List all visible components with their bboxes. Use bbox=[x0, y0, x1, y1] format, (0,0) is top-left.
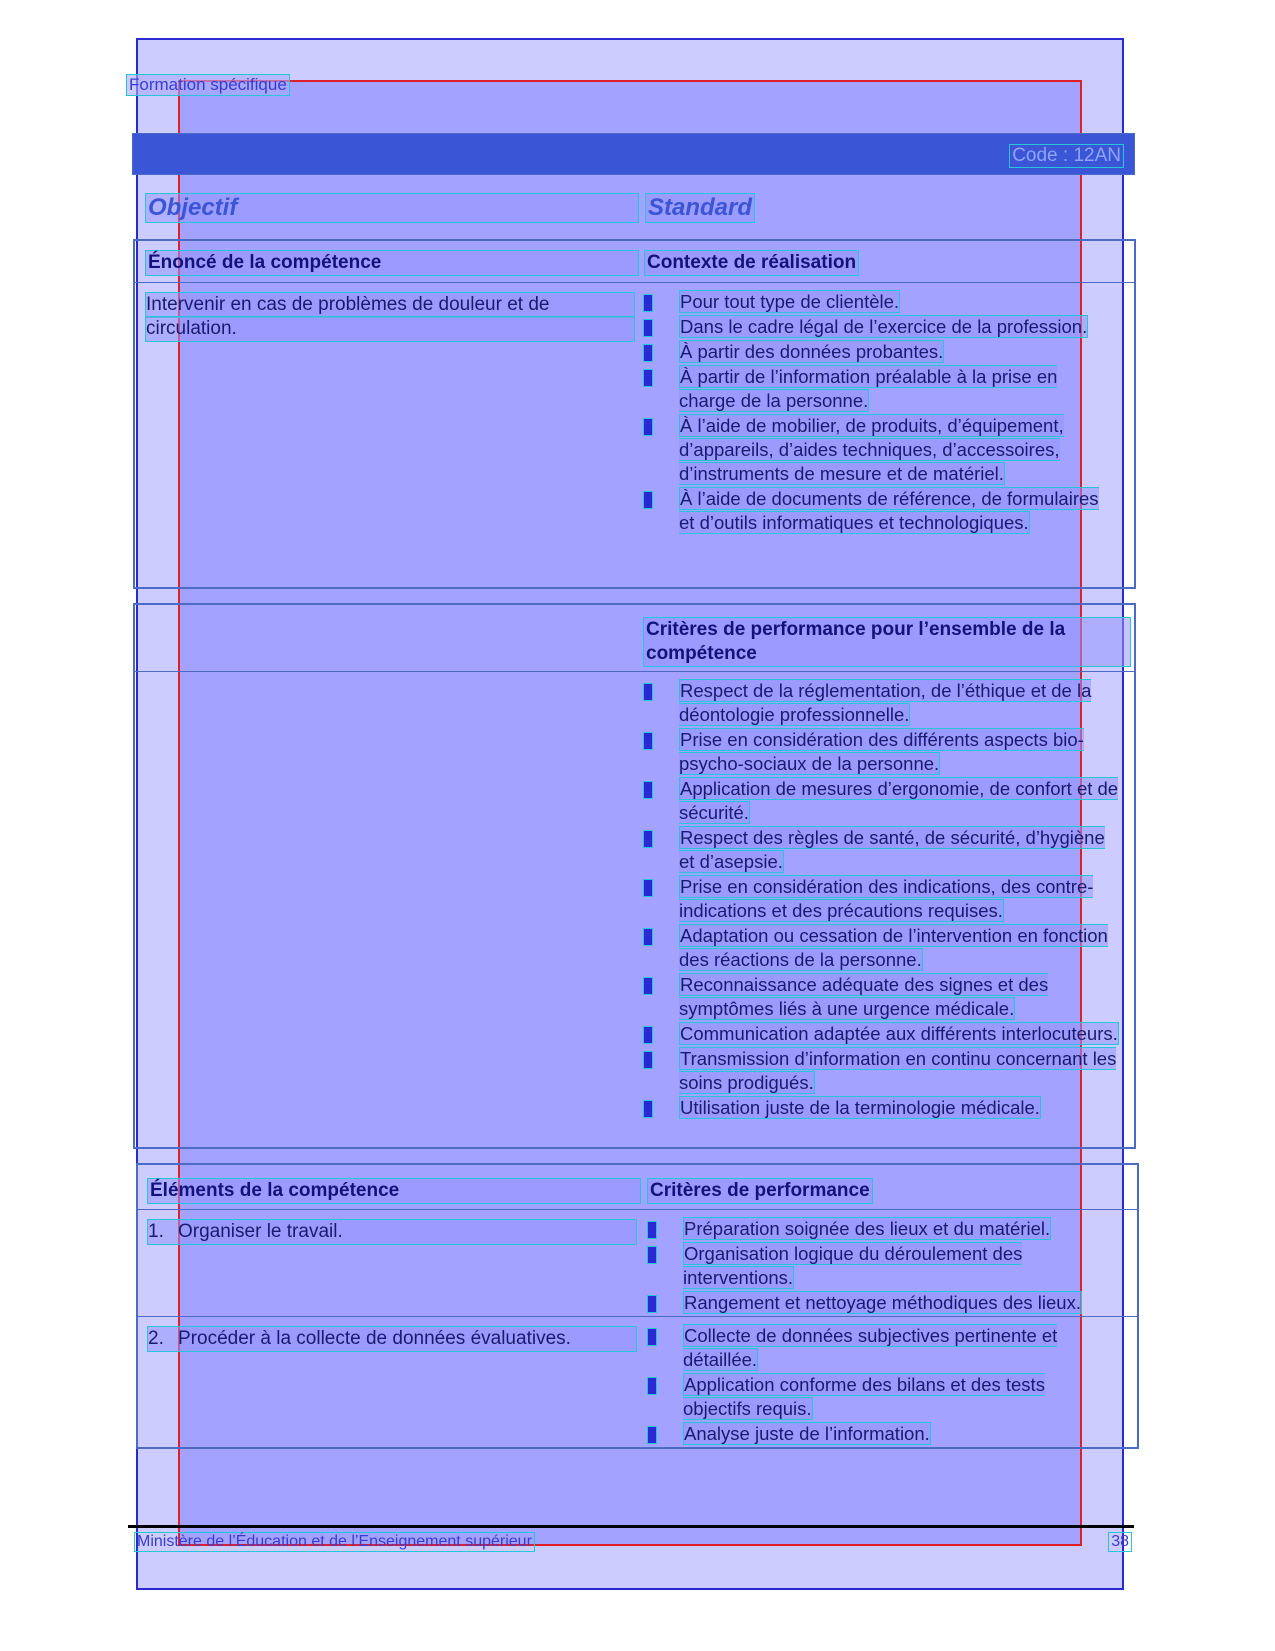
list-item: À partir des données probantes. bbox=[643, 340, 1118, 364]
element-number: 2. bbox=[148, 1328, 164, 1349]
bullet-icon bbox=[643, 1100, 653, 1118]
bullet-icon bbox=[643, 1026, 653, 1044]
bullet-icon bbox=[643, 830, 653, 848]
element-label: Organiser le travail. bbox=[178, 1221, 343, 1242]
list-item: Collecte de données subjectives pertinente et détaillée. bbox=[647, 1324, 1107, 1372]
footer-rule bbox=[128, 1525, 1134, 1528]
list-item: Prise en considération des indications, des contre-indications et des précautions requises. bbox=[643, 875, 1123, 923]
element-criteria-list bbox=[647, 1324, 1107, 1447]
list-item: À partir de l’information préalable à la prise en charge de la personne. bbox=[643, 365, 1118, 413]
competency-element bbox=[147, 1326, 637, 1352]
list-item: Pour tout type de clientèle. bbox=[643, 290, 1118, 314]
list-item: Application conforme des bilans et des tests objectifs requis. bbox=[647, 1373, 1107, 1421]
table-divider bbox=[138, 1209, 1137, 1210]
bullet-icon bbox=[643, 732, 653, 750]
footer-ministry: Ministère de l’Éducation et de l’Enseignement supérieur bbox=[134, 1532, 535, 1552]
context-header: Contexte de réalisation bbox=[644, 250, 859, 276]
list-item: À l’aide de mobilier, de produits, d’équipement, d’appareils, d’aides techniques, d’accessoires, d’instruments de mesure et de matériel. bbox=[643, 414, 1118, 486]
list-item: Organisation logique du déroulement des interventions. bbox=[647, 1242, 1127, 1290]
bullet-icon bbox=[643, 879, 653, 897]
bullet-icon bbox=[643, 344, 653, 362]
list-item: Préparation soignée des lieux et du matériel. bbox=[647, 1217, 1127, 1241]
bullet-icon bbox=[643, 294, 653, 312]
context-list bbox=[643, 290, 1118, 536]
list-item: Communication adaptée aux différents interlocuteurs. bbox=[643, 1022, 1123, 1046]
list-item: Reconnaissance adéquate des signes et des symptômes liés à une urgence médicale. bbox=[643, 973, 1123, 1021]
bullet-icon bbox=[643, 781, 653, 799]
bullet-icon bbox=[647, 1377, 657, 1395]
bullet-icon bbox=[647, 1221, 657, 1239]
standard-title: Standard bbox=[645, 193, 755, 223]
list-item: Rangement et nettoyage méthodiques des lieux. bbox=[647, 1291, 1127, 1315]
table-divider bbox=[138, 1316, 1137, 1317]
bullet-icon bbox=[647, 1328, 657, 1346]
list-item: Application de mesures d’ergonomie, de confort et de sécurité. bbox=[643, 777, 1123, 825]
bullet-icon bbox=[647, 1426, 657, 1444]
bullet-icon bbox=[647, 1246, 657, 1264]
bullet-icon bbox=[647, 1295, 657, 1313]
list-item: Respect de la réglementation, de l’éthique et de la déontologie professionnelle. bbox=[643, 679, 1123, 727]
running-head: Formation spécifique bbox=[126, 74, 290, 96]
competency-statement-line: Intervenir en cas de problèmes de douleur et de bbox=[145, 292, 635, 318]
bullet-icon bbox=[643, 683, 653, 701]
table-divider bbox=[135, 671, 1134, 672]
list-item: Prise en considération des différents aspects bio-psycho-sociaux de la personne. bbox=[643, 728, 1123, 776]
performance-criteria-header: Critères de performance bbox=[647, 1178, 873, 1204]
overall-criteria-list bbox=[643, 679, 1123, 1121]
element-criteria-list bbox=[647, 1217, 1127, 1316]
bullet-icon bbox=[643, 319, 653, 337]
statement-header: Énoncé de la compétence bbox=[145, 250, 639, 276]
element-label: Procéder à la collecte de données évaluatives. bbox=[178, 1328, 571, 1349]
table-divider bbox=[135, 282, 1134, 283]
list-item: Analyse juste de l’information. bbox=[647, 1422, 1107, 1446]
list-item: Respect des règles de santé, de sécurité, d’hygiène et d’asepsie. bbox=[643, 826, 1123, 874]
competency-code: Code : 12AN bbox=[1009, 144, 1124, 168]
list-item: À l’aide de documents de référence, de formulaires et d’outils informatiques et technologiques. bbox=[643, 487, 1118, 535]
list-item: Utilisation juste de la terminologie médicale. bbox=[643, 1096, 1123, 1120]
bullet-icon bbox=[643, 928, 653, 946]
competency-element bbox=[147, 1219, 637, 1245]
list-item: Transmission d’information en continu concernant les soins prodigués. bbox=[643, 1047, 1123, 1095]
page-number: 38 bbox=[1108, 1532, 1132, 1552]
elements-header: Éléments de la compétence bbox=[147, 1178, 641, 1204]
bullet-icon bbox=[643, 491, 653, 509]
element-number: 1. bbox=[148, 1221, 164, 1242]
bullet-icon bbox=[643, 1051, 653, 1069]
competency-statement-line: circulation. bbox=[145, 316, 635, 342]
objective-title: Objectif bbox=[145, 193, 639, 223]
overall-criteria-header: Critères de performance pour l’ensemble de la compétence bbox=[643, 617, 1131, 667]
list-item: Adaptation ou cessation de l’intervention en fonction des réactions de la personne. bbox=[643, 924, 1123, 972]
bullet-icon bbox=[643, 369, 653, 387]
bullet-icon bbox=[643, 977, 653, 995]
bullet-icon bbox=[643, 418, 653, 436]
code-bar bbox=[132, 133, 1135, 175]
list-item: Dans le cadre légal de l’exercice de la profession. bbox=[643, 315, 1118, 339]
